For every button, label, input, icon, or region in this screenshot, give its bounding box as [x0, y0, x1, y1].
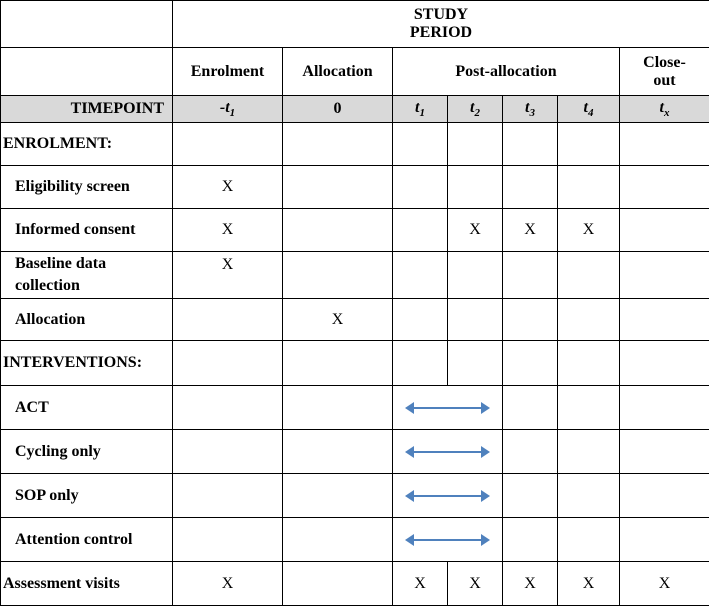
consent-mark-enrolment: X: [173, 209, 283, 252]
close-out-header: Close-out: [620, 48, 709, 96]
study-period-header: STUDY PERIOD: [173, 1, 709, 48]
act-row: [1, 386, 709, 430]
cycling-row: [1, 430, 709, 474]
assessment-mark-tx: X: [620, 562, 709, 606]
consent-mark-t4: X: [558, 209, 620, 252]
post-allocation-header: Post-allocation: [393, 48, 620, 96]
assessment-row: [1, 562, 709, 606]
double-arrow-icon: [407, 539, 488, 541]
assessment-mark-enrolment: X: [173, 562, 283, 606]
assessment-mark-t2: X: [448, 562, 503, 606]
enrolment-section-row: [1, 123, 709, 166]
interventions-section-label: INTERVENTIONS:: [1, 341, 173, 386]
timepoint-enrolment-text: $-t_1$: [220, 99, 235, 116]
double-arrow-icon: [407, 407, 488, 409]
consent-mark-t3: X: [503, 209, 558, 252]
timepoint-t4: $t_4$: [558, 96, 620, 123]
study-period-row: [1, 1, 709, 48]
sop-row: [1, 474, 709, 518]
baseline-row: [1, 252, 709, 299]
attention-row: [1, 518, 709, 562]
allocation-row: [1, 299, 709, 341]
consent-row: [1, 209, 709, 252]
assessment-mark-t4: X: [558, 562, 620, 606]
assessment-label: Assessment visits: [1, 562, 173, 606]
baseline-mark-enrolment: X: [173, 252, 283, 299]
sop-label: SOP only: [1, 474, 173, 518]
eligibility-label: Eligibility screen: [1, 166, 173, 209]
sop-arrow-cell: [393, 474, 503, 518]
double-arrow-icon: [407, 495, 488, 497]
timepoint-t1: $t_1$: [393, 96, 448, 123]
eligibility-row: [1, 166, 709, 209]
timepoint-tx: $t_x$: [620, 96, 709, 123]
timepoint-t3: $t_3$: [503, 96, 558, 123]
consent-mark-t2: X: [448, 209, 503, 252]
cycling-label: Cycling only: [1, 430, 173, 474]
act-arrow-cell: [393, 386, 503, 430]
allocation-label: Allocation: [1, 299, 173, 341]
interventions-section-row: [1, 341, 709, 386]
baseline-label: Baseline data collection: [1, 252, 173, 299]
act-label: ACT: [1, 386, 173, 430]
cycling-arrow-cell: [393, 430, 503, 474]
blank-corner-cell: [1, 1, 173, 48]
timepoint-row: [1, 96, 709, 123]
allocation-mark-allocation: X: [283, 299, 393, 341]
allocation-header: Allocation: [283, 48, 393, 96]
enrolment-header: Enrolment: [173, 48, 283, 96]
timepoint-allocation: 0: [283, 96, 393, 123]
attention-arrow-cell: [393, 518, 503, 562]
assessment-mark-t3: X: [503, 562, 558, 606]
attention-label: Attention control: [1, 518, 173, 562]
timepoint-enrolment: [173, 96, 283, 123]
consent-label: Informed consent: [1, 209, 173, 252]
blank-phase-cell: [1, 48, 173, 96]
timepoint-label: TIMEPOINT: [1, 96, 173, 123]
enrolment-section-label: ENROLMENT:: [1, 123, 173, 166]
phase-row: [1, 48, 709, 96]
timepoint-t2: $t_2$: [448, 96, 503, 123]
assessment-mark-t1: X: [393, 562, 448, 606]
double-arrow-icon: [407, 451, 488, 453]
eligibility-mark-enrolment: X: [173, 166, 283, 209]
